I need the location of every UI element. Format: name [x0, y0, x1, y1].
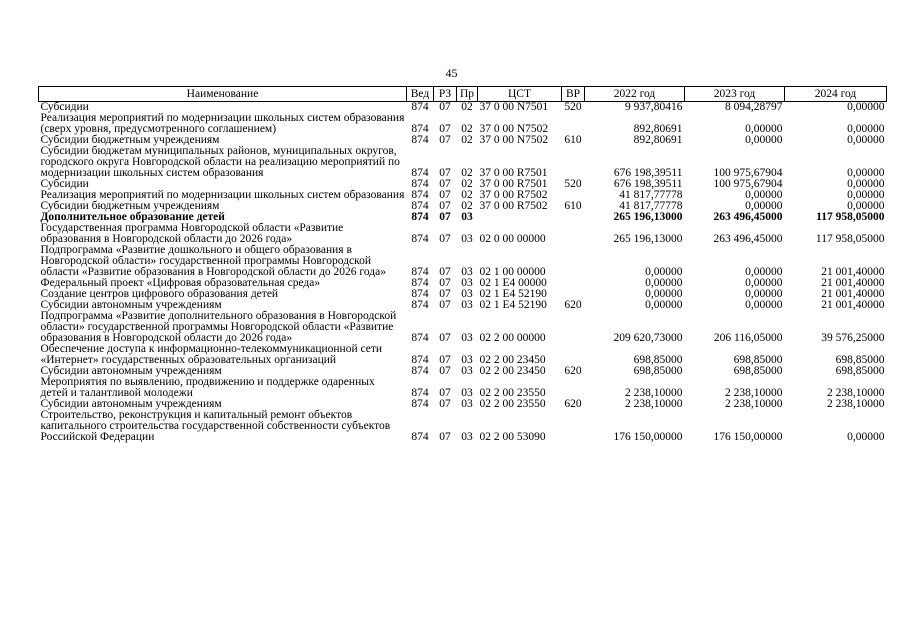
cell-y2023: 0,00000: [745, 299, 783, 311]
cell-name: Субсидии автономным учреждениям: [40, 299, 222, 311]
cell-y2023: 0,00000: [745, 277, 783, 289]
cell-vr: [562, 223, 585, 245]
cell-pr: 03: [461, 387, 473, 399]
budget-table: [38, 86, 887, 443]
cell-vr: [562, 212, 585, 223]
cell-rz: 07: [439, 134, 451, 146]
cell-vr: 610: [564, 200, 582, 212]
cell-y2024: 117 958,05000: [816, 211, 885, 223]
cell-pr: 03: [461, 365, 473, 377]
cell-rz: 07: [439, 233, 451, 245]
cell-pr: 03: [461, 431, 473, 443]
cell-name: Реализация мероприятий по модернизации школьных систем образования (сверх уровня, предусмотренного соглашением): [40, 112, 405, 135]
cell-name: Подпрограмма «Развитие дошкольного и общего образования в Новгородской области» государственной программы Новгородской области «Развитие образования в Новгородской области до 2026 года»: [40, 244, 386, 278]
cell-cst: 02 0 00 00000: [479, 233, 546, 245]
cell-ved: 874: [411, 178, 429, 190]
cell-vr: 610: [564, 134, 582, 146]
cell-y2023: 0,00000: [745, 189, 783, 201]
cell-y2022: 698,85000: [633, 354, 683, 366]
cell-pr: 03: [461, 332, 473, 344]
cell-rz: 07: [439, 431, 451, 443]
cell-cst: 02 2 00 23450: [479, 365, 546, 377]
cell-y2024: 39 576,25000: [821, 332, 885, 344]
header-cst: ЦСТ: [478, 87, 562, 102]
cell-rz: 07: [439, 354, 451, 366]
cell-name: Субсидии бюджетам муниципальных районов, муниципальных округов, городского округа Новгородской области на реализацию мероприятий по модернизации школьных систем образования: [40, 145, 400, 179]
cell-vr: 520: [564, 178, 582, 190]
table-row: [39, 344, 887, 366]
cell-cst: 37 0 00 N7501: [479, 101, 549, 113]
cell-cst: 02 1 E4 00000: [479, 277, 547, 289]
cell-y2023: 0,00000: [745, 134, 783, 146]
cell-cst: 37 0 00 N7502: [479, 123, 549, 135]
header-name: Наименование: [39, 87, 407, 102]
cell-ved: 874: [411, 233, 429, 245]
cell-rz: 07: [439, 332, 451, 344]
cell-name: Субсидии бюджетным учреждениям: [40, 200, 220, 212]
page-number: 45: [445, 66, 458, 80]
cell-cst: 02 1 E4 52190: [479, 299, 547, 311]
cell-rz: 07: [439, 200, 451, 212]
cell-y2022: 209 620,73000: [613, 332, 683, 344]
cell-pr: 03: [461, 299, 473, 311]
header-pr: Пр: [457, 87, 478, 102]
cell-name: Субсидии автономным учреждениям: [40, 398, 222, 410]
cell-y2024: 0,00000: [847, 178, 885, 190]
cell-rz: 07: [439, 288, 451, 300]
cell-y2023: 8 094,28797: [725, 101, 783, 113]
cell-vr: [562, 410, 585, 443]
cell-cst: 02 2 00 53090: [479, 431, 546, 443]
cell-rz: 07: [439, 123, 451, 135]
cell-cst: [478, 212, 562, 223]
cell-y2022: 892,80691: [633, 123, 683, 135]
cell-y2022: 41 817,77778: [619, 189, 683, 201]
cell-vr: [562, 311, 585, 344]
cell-pr: 03: [461, 398, 473, 410]
cell-ved: 874: [411, 299, 429, 311]
cell-y2024: 2 238,10000: [827, 387, 885, 399]
cell-cst: 02 2 00 00000: [479, 332, 546, 344]
cell-pr: 02: [461, 101, 473, 113]
cell-y2024: 0,00000: [847, 134, 885, 146]
cell-pr: 02: [461, 178, 473, 190]
cell-y2022: 2 238,10000: [625, 387, 683, 399]
cell-y2023: 0,00000: [745, 266, 783, 278]
cell-cst: 37 0 00 R7502: [479, 189, 548, 201]
cell-y2024: 117 958,05000: [815, 233, 885, 245]
cell-pr: 03: [461, 266, 473, 278]
header-rz: РЗ: [434, 87, 457, 102]
cell-y2023: 2 238,10000: [725, 398, 783, 410]
cell-y2024: 698,85000: [835, 354, 885, 366]
cell-cst: 02 2 00 23550: [479, 387, 546, 399]
cell-name: Дополнительное образование детей: [40, 211, 225, 223]
cell-pr: 02: [461, 200, 473, 212]
cell-ved: 874: [411, 398, 429, 410]
cell-vr: [562, 146, 585, 179]
cell-pr: 02: [461, 134, 473, 146]
cell-cst: 37 0 00 R7502: [479, 200, 548, 212]
cell-name: Мероприятия по выявлению, продвижению и поддержке одаренных детей и талантливой молодежи: [40, 376, 375, 399]
table-row: [39, 223, 887, 245]
cell-name: Субсидии бюджетным учреждениям: [40, 134, 220, 146]
cell-y2023: 2 238,10000: [725, 387, 783, 399]
cell-pr: 02: [461, 167, 473, 179]
cell-name: Обеспечение доступа к информационно-телекоммуникационной сети «Интернет» государственных образовательных организаций: [40, 343, 383, 366]
cell-name: Создание центров цифрового образования детей: [40, 288, 279, 300]
cell-ved: 874: [411, 288, 429, 300]
cell-y2024: 21 001,40000: [821, 277, 885, 289]
cell-y2023: 0,00000: [745, 123, 783, 135]
cell-pr: 03: [461, 233, 473, 245]
cell-ved: 874: [411, 332, 429, 344]
cell-y2022: 676 198,39511: [613, 167, 683, 179]
cell-rz: 07: [439, 365, 451, 377]
cell-cst: 02 2 00 23550: [479, 398, 546, 410]
cell-y2024: 0,00000: [847, 431, 885, 443]
cell-y2023: 263 496,45000: [713, 211, 783, 223]
cell-cst: 02 1 E4 52190: [479, 288, 547, 300]
cell-vr: [562, 377, 585, 399]
cell-rz: 07: [439, 211, 451, 223]
cell-name: Строительство, реконструкция и капитальный ремонт объектов капитального строительства государственной собственности субъектов Российской Федерации: [40, 409, 391, 443]
header-vr: ВР: [562, 87, 585, 102]
cell-vr: 520: [564, 101, 582, 113]
cell-y2023: 100 975,67904: [713, 178, 783, 190]
table-row: [39, 311, 887, 344]
cell-y2024: 0,00000: [847, 167, 885, 179]
cell-y2023: 100 975,67904: [713, 167, 783, 179]
table-row: [39, 146, 887, 179]
cell-y2022: 0,00000: [645, 299, 683, 311]
cell-vr: 620: [564, 398, 582, 410]
table-header-row: [39, 87, 887, 102]
table-row: [39, 410, 887, 443]
cell-rz: 07: [439, 299, 451, 311]
cell-rz: 07: [439, 398, 451, 410]
cell-y2022: 265 196,13000: [613, 233, 683, 245]
cell-cst: 37 0 00 R7501: [479, 178, 548, 190]
cell-pr: 03: [461, 211, 473, 223]
cell-y2022: 0,00000: [645, 266, 683, 278]
cell-ved: 874: [411, 134, 429, 146]
cell-ved: 874: [411, 101, 429, 113]
cell-name: Федеральный проект «Цифровая образовательная среда»: [40, 277, 321, 289]
cell-y2024: 0,00000: [847, 200, 885, 212]
cell-y2023: 206 116,05000: [713, 332, 783, 344]
cell-rz: 07: [439, 266, 451, 278]
cell-y2024: 0,00000: [847, 101, 885, 113]
cell-ved: 874: [411, 200, 429, 212]
cell-ved: 874: [411, 431, 429, 443]
cell-y2024: 698,85000: [835, 365, 885, 377]
cell-vr: [562, 344, 585, 366]
cell-y2022: 676 198,39511: [613, 178, 683, 190]
cell-y2024: 0,00000: [847, 123, 885, 135]
cell-y2024: 21 001,40000: [821, 299, 885, 311]
table-row: [39, 113, 887, 135]
cell-y2022: 0,00000: [645, 277, 683, 289]
cell-vr: 620: [564, 365, 582, 377]
cell-y2024: 21 001,40000: [821, 288, 885, 300]
cell-cst: 02 1 00 00000: [479, 266, 546, 278]
cell-ved: 874: [411, 266, 429, 278]
cell-vr: [562, 278, 585, 289]
cell-y2024: 2 238,10000: [827, 398, 885, 410]
cell-y2022: 9 937,80416: [625, 101, 683, 113]
cell-y2022: 41 817,77778: [619, 200, 683, 212]
cell-y2023: 0,00000: [745, 200, 783, 212]
cell-cst: 37 0 00 R7501: [479, 167, 548, 179]
cell-y2024: 21 001,40000: [821, 266, 885, 278]
cell-rz: 07: [439, 189, 451, 201]
header-2023: 2023 год: [685, 87, 785, 102]
cell-name: Реализация мероприятий по модернизации школьных систем образования: [40, 189, 405, 201]
header-2022: 2022 год: [585, 87, 685, 102]
cell-ved: 874: [411, 277, 429, 289]
cell-y2022: 892,80691: [633, 134, 683, 146]
cell-ved: 874: [411, 387, 429, 399]
cell-rz: 07: [439, 277, 451, 289]
cell-y2023: 698,85000: [733, 365, 783, 377]
cell-pr: 02: [461, 189, 473, 201]
cell-y2024: 0,00000: [847, 189, 885, 201]
cell-rz: 07: [439, 167, 451, 179]
cell-pr: 03: [461, 277, 473, 289]
cell-y2022: 265 196,13000: [613, 211, 683, 223]
cell-y2023: 176 150,00000: [713, 431, 783, 443]
cell-y2022: 176 150,00000: [613, 431, 683, 443]
cell-vr: [562, 113, 585, 135]
cell-ved: 874: [411, 211, 429, 223]
cell-pr: 03: [461, 288, 473, 300]
cell-y2022: 2 238,10000: [625, 398, 683, 410]
cell-pr: 02: [461, 123, 473, 135]
table-row: [39, 377, 887, 399]
cell-y2022: 0,00000: [645, 288, 683, 300]
cell-name: Субсидии: [40, 101, 89, 113]
cell-name: Государственная программа Новгородской области «Развитие образования в Новгородской области до 2026 года»: [40, 222, 344, 245]
header-ved: Вед: [407, 87, 434, 102]
cell-y2023: 0,00000: [745, 288, 783, 300]
table-body: [39, 102, 887, 444]
cell-name: Субсидии автономным учреждениям: [40, 365, 222, 377]
cell-ved: 874: [411, 354, 429, 366]
cell-ved: 874: [411, 167, 429, 179]
cell-pr: 03: [461, 354, 473, 366]
cell-name: Подпрограмма «Развитие дополнительного образования в Новгородской области» государственной программы Новгородской области «Развитие образования в Новгородской области до 2026 года»: [40, 310, 397, 344]
cell-rz: 07: [439, 178, 451, 190]
cell-rz: 07: [439, 387, 451, 399]
cell-vr: [562, 245, 585, 278]
table-row: [39, 245, 887, 278]
cell-vr: 620: [564, 299, 582, 311]
cell-ved: 874: [411, 123, 429, 135]
cell-y2022: 698,85000: [633, 365, 683, 377]
cell-y2023: 263 496,45000: [713, 233, 783, 245]
cell-cst: 37 0 00 N7502: [479, 134, 549, 146]
cell-name: Субсидии: [40, 178, 89, 190]
cell-rz: 07: [439, 101, 451, 113]
header-2024: 2024 год: [785, 87, 887, 102]
cell-ved: 874: [411, 365, 429, 377]
cell-ved: 874: [411, 189, 429, 201]
cell-cst: 02 2 00 23450: [479, 354, 546, 366]
cell-y2023: 698,85000: [733, 354, 783, 366]
